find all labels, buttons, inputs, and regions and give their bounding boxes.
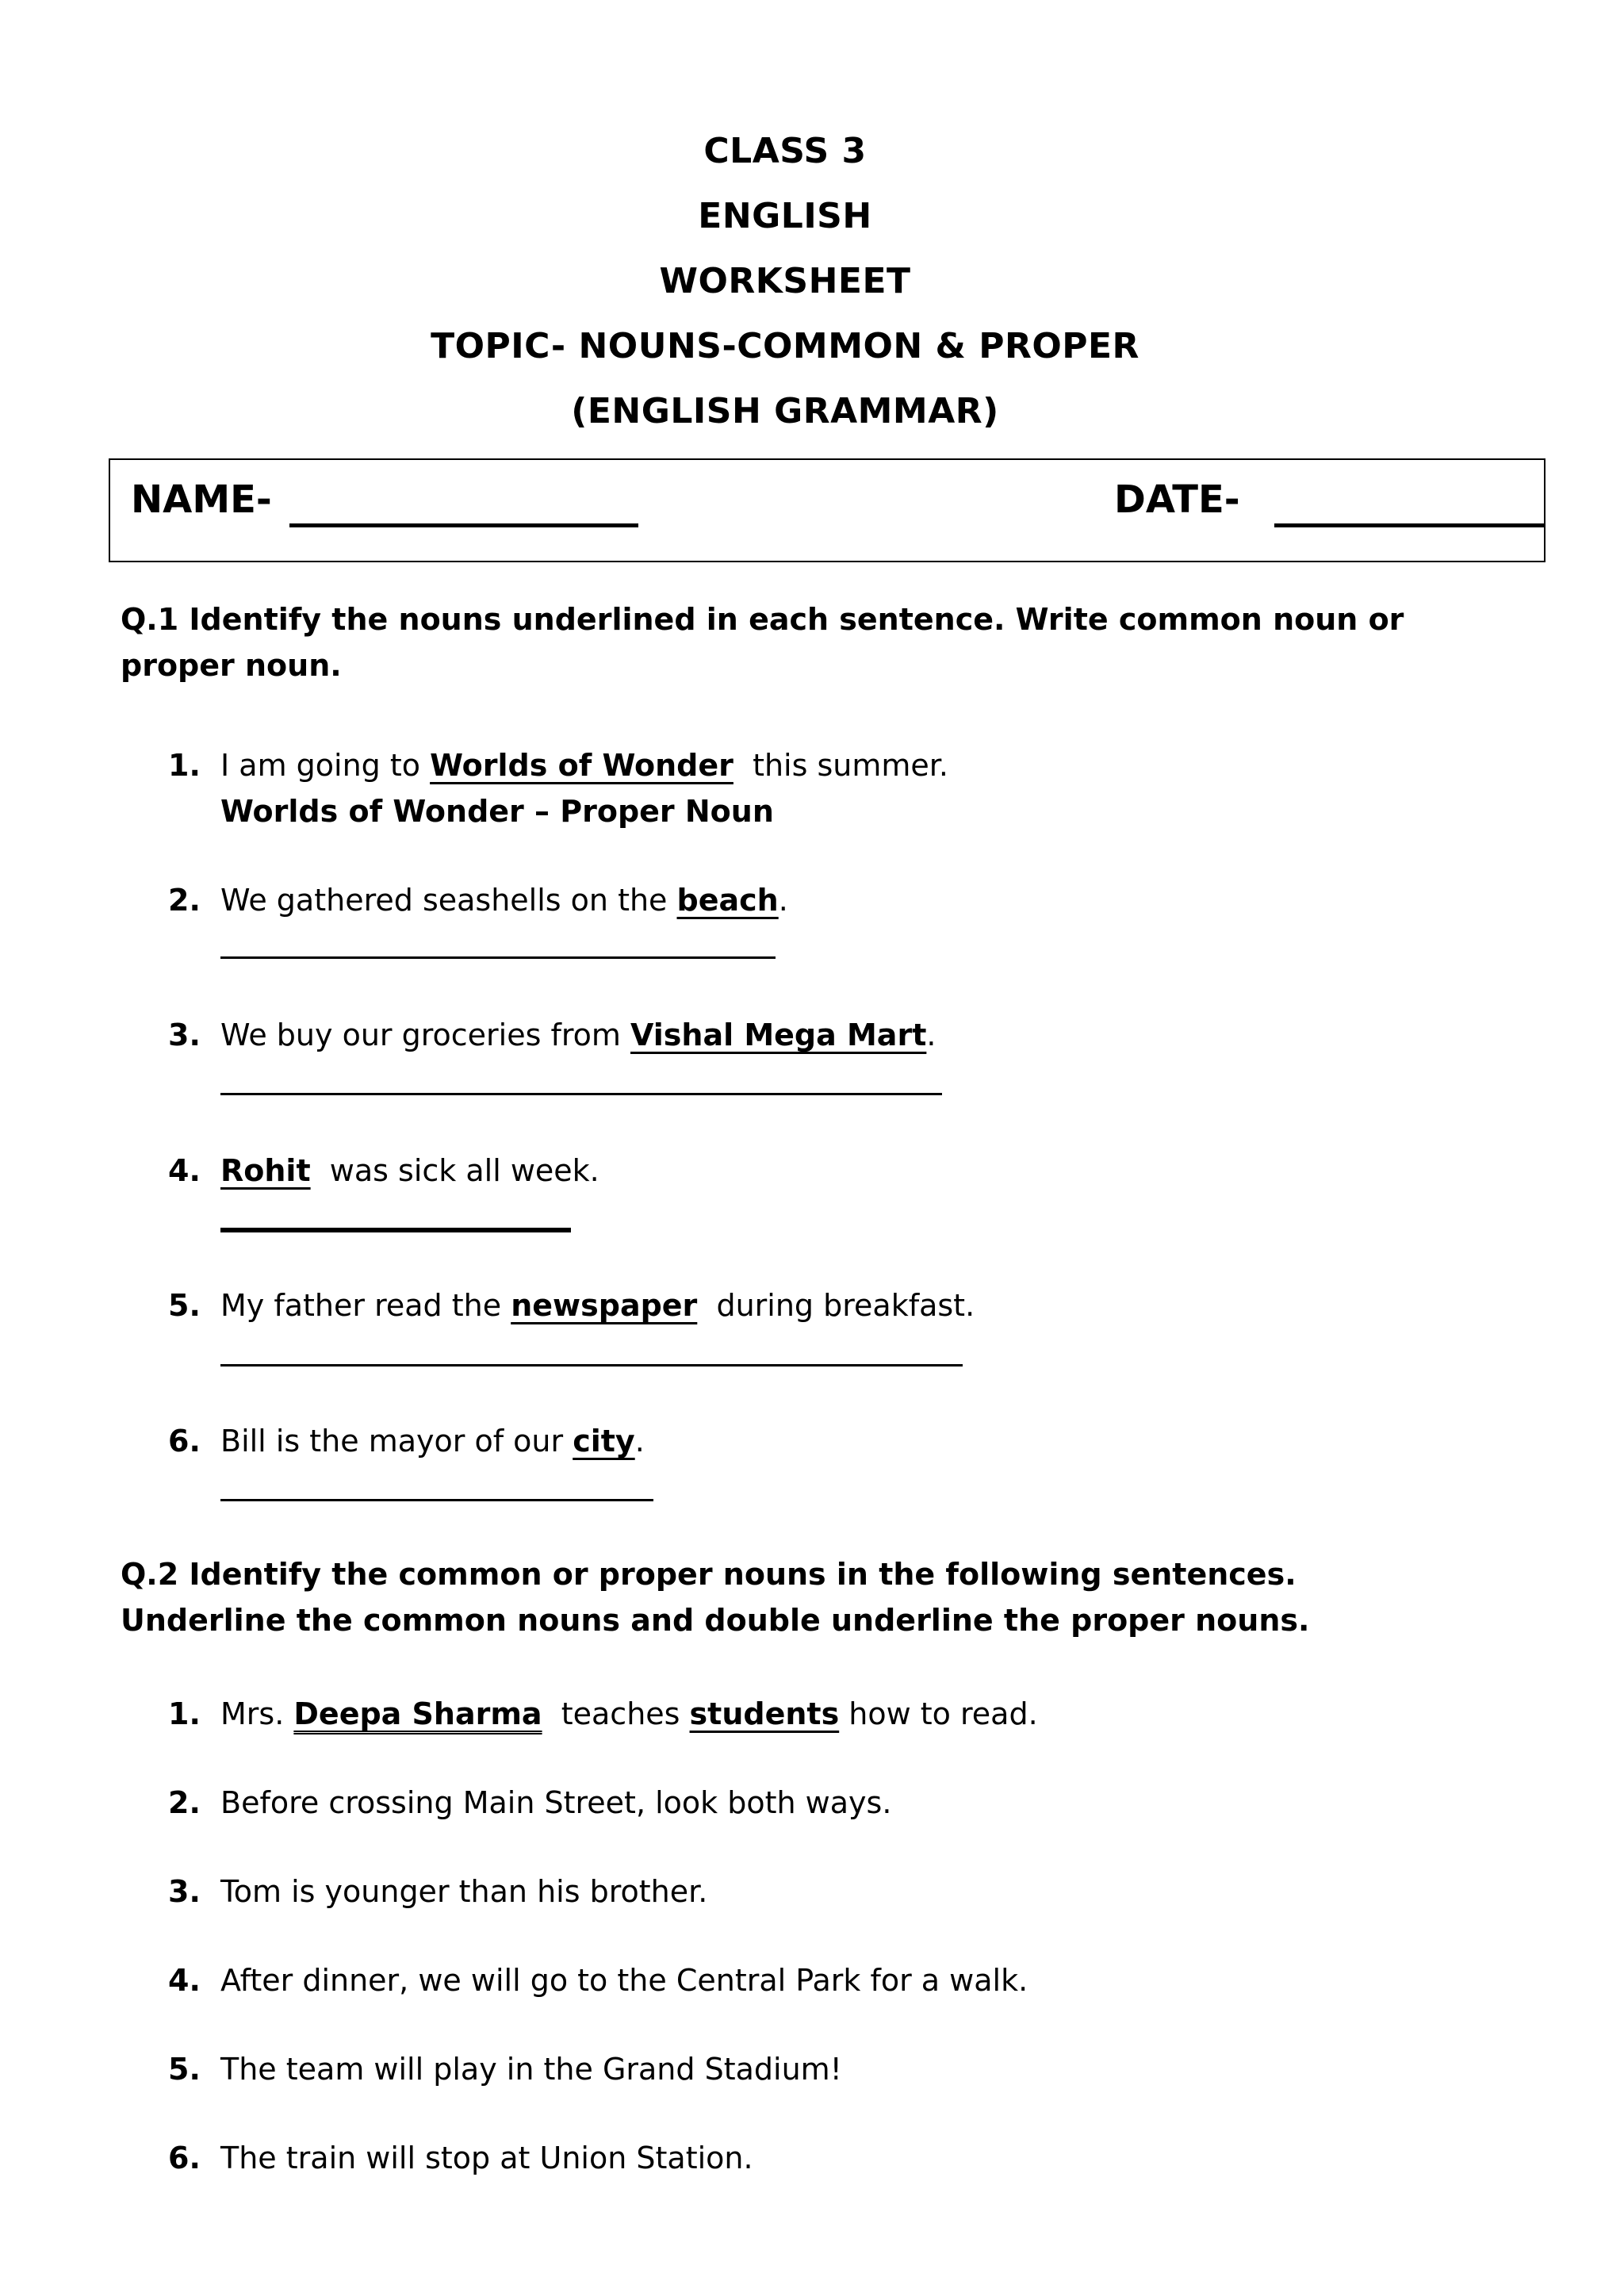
item-number: 4.	[168, 1153, 201, 1188]
name-date-box	[109, 458, 1545, 562]
sentence-text: .	[634, 1424, 645, 1458]
item-number: 5.	[168, 2052, 201, 2087]
answer-line[interactable]	[220, 1499, 653, 1501]
name-blank-line[interactable]	[289, 495, 638, 527]
sentence-text: this summer.	[733, 748, 948, 783]
class-title: CLASS 3	[703, 131, 867, 171]
q1-item-6	[168, 1418, 645, 1464]
double-underlined-noun: Deepa Sharma	[293, 1696, 542, 1731]
name-label: NAME-	[131, 477, 272, 522]
item-number: 1.	[168, 748, 201, 783]
q1-item-1	[168, 742, 948, 788]
item-number: 5.	[168, 1288, 201, 1323]
answer-line[interactable]	[220, 956, 776, 959]
answer-line[interactable]	[220, 1228, 571, 1232]
q2-item-5	[168, 2046, 842, 2092]
q1-item-2	[168, 877, 788, 923]
underlined-noun: Rohit	[220, 1153, 311, 1188]
q2-item-6	[168, 2135, 753, 2181]
sentence-text: The train will stop at Union Station.	[220, 2141, 753, 2175]
sentence-text: I am going to	[220, 748, 431, 783]
item-number: 3.	[168, 1018, 201, 1052]
sentence-text: how to read.	[839, 1696, 1038, 1731]
q2-item-3	[168, 1869, 707, 1915]
sentence-text: Mrs.	[220, 1696, 294, 1731]
worksheet-header	[0, 119, 1570, 444]
grammar-subtitle: (ENGLISH GRAMMAR)	[571, 391, 999, 431]
q1-item-5	[168, 1282, 975, 1328]
underlined-noun: Vishal Mega Mart	[630, 1018, 927, 1052]
sentence-text: My father read the	[220, 1288, 511, 1323]
item-number: 6.	[168, 1424, 201, 1458]
date-blank-line[interactable]	[1274, 495, 1544, 527]
sentence-text: Before crossing Main Street, look both ways.	[220, 1785, 892, 1820]
item-number: 1.	[168, 1696, 201, 1731]
sentence-text: We gathered seashells on the	[220, 883, 677, 918]
date-label: DATE-	[1114, 477, 1240, 522]
sentence-text: The team will play in the Grand Stadium!	[220, 2052, 842, 2087]
item-number: 6.	[168, 2141, 201, 2175]
item-number: 3.	[168, 1874, 201, 1909]
underlined-noun: city	[573, 1424, 635, 1458]
worksheet-title: WORKSHEET	[659, 261, 911, 301]
sample-answer: Worlds of Wonder – Proper Noun	[220, 794, 774, 829]
item-number: 2.	[168, 883, 201, 918]
underlined-noun: beach	[676, 883, 779, 918]
q1-item-3	[168, 1012, 936, 1058]
q1-item-4	[168, 1148, 599, 1194]
sentence-text: teaches	[542, 1696, 690, 1731]
item-number: 2.	[168, 1785, 201, 1820]
question-1-heading: Q.1 Identify the nouns underlined in each sentence. Write common noun or proper noun.	[121, 602, 1404, 683]
sentence-text: .	[926, 1018, 936, 1052]
q2-item-2	[168, 1780, 891, 1826]
item-number: 4.	[168, 1963, 201, 1998]
underlined-noun: students	[689, 1696, 840, 1731]
sentence-text: during breakfast.	[697, 1288, 975, 1323]
subject-title: ENGLISH	[698, 196, 872, 236]
topic-title: TOPIC- NOUNS-COMMON & PROPER	[431, 326, 1139, 366]
underlined-noun: Worlds of Wonder	[430, 748, 733, 783]
sentence-text: was sick all week.	[310, 1153, 599, 1188]
answer-line[interactable]	[220, 1093, 942, 1095]
answer-line[interactable]	[220, 1364, 963, 1366]
sentence-text: We buy our groceries from	[220, 1018, 630, 1052]
sentence-text: .	[778, 883, 788, 918]
q2-item-1	[168, 1691, 1038, 1737]
question-2-heading: Q.2 Identify the common or proper nouns in the following sentences. Underline the common nouns and double underline the proper nouns.	[121, 1557, 1310, 1638]
underlined-noun: newspaper	[511, 1288, 698, 1323]
sentence-text: Tom is younger than his brother.	[220, 1874, 708, 1909]
sentence-text: After dinner, we will go to the Central Park for a walk.	[220, 1963, 1028, 1998]
sentence-text: Bill is the mayor of our	[220, 1424, 573, 1458]
q2-item-4	[168, 1957, 1028, 2003]
